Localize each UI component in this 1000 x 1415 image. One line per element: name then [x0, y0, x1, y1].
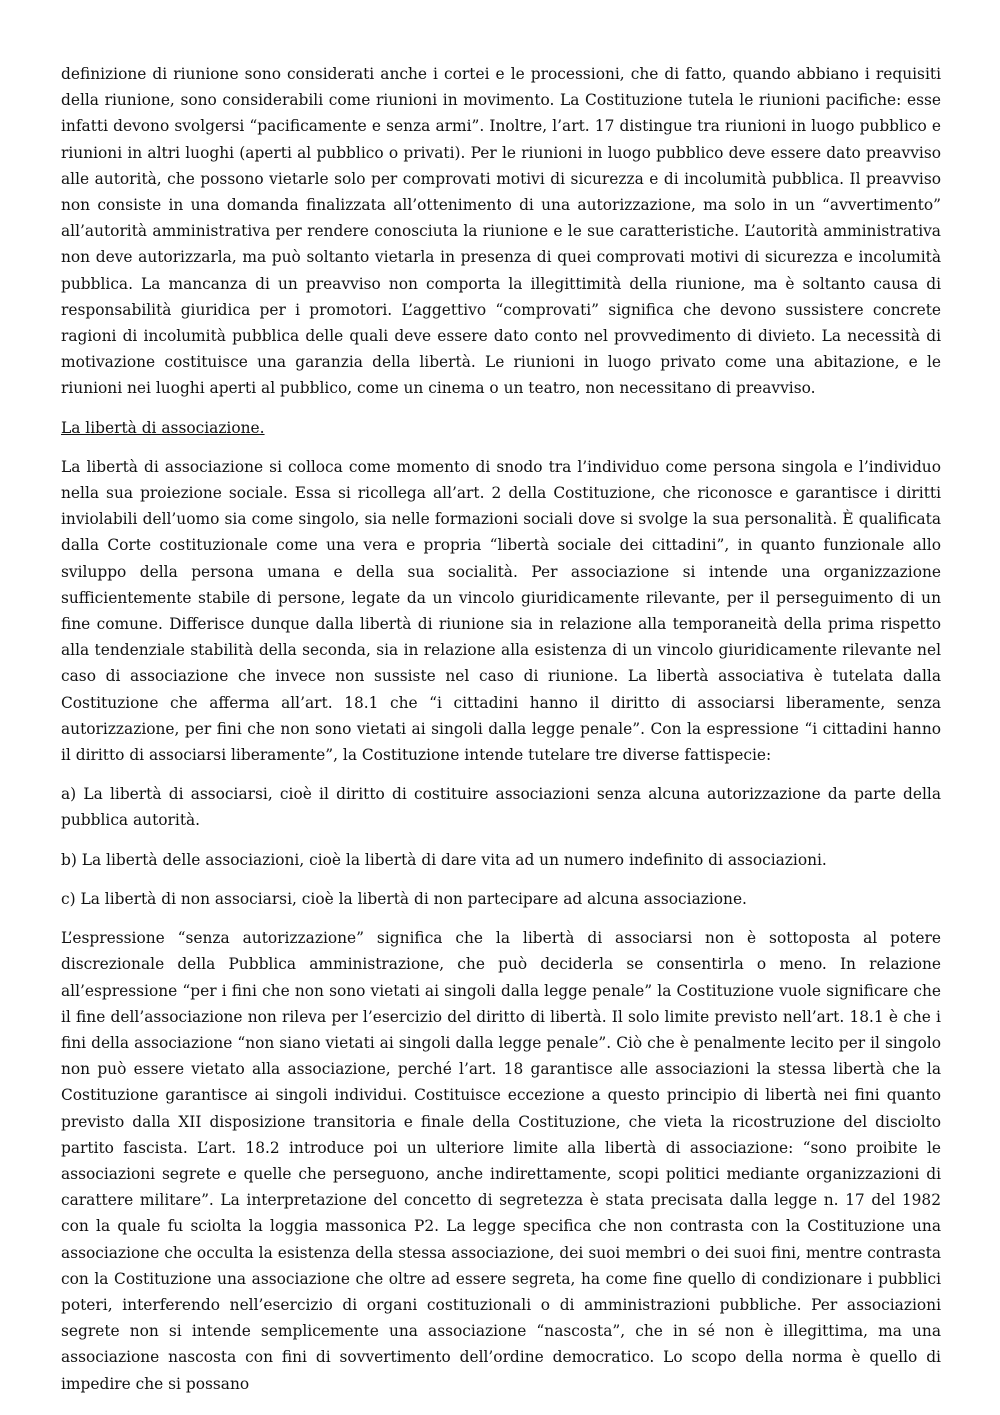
- list-item-c: c) La libertà di non associarsi, cioè la libertà di non partecipare ad alcuna associazione.: [61, 889, 747, 908]
- list-item-b: b) La libertà delle associazioni, cioè la libertà di dare vita ad un numero indefinito di associazioni.: [61, 850, 827, 869]
- section-heading: La libertà di associazione.: [61, 418, 265, 437]
- paragraph-senza-autorizzazione: L’espressione “senza autorizzazione” significa che la libertà di associarsi non è sottoposta al potere discrezionale della Pubblica amministrazione, che può deciderla se consentirla o meno. In relazione all’espressione “per i fini che non sono vietati ai singoli dalla legge penale” la Costituzione vuole significare che il fine dell’associazione non rileva per l’esercizio del diritto di libertà. Il solo limite previsto nell’art. 18.1 è che i fini della associazione “non siano vietati ai singoli dalla legge penale”. Ciò che è penalmente lecito per il singolo non può essere vietato alla associazione, perché l’art. 18 garantisce alle associazioni la stessa libertà che la Costituzione garantisce ai singoli individui. Costituisce eccezione a questo principio di libertà nei fini quanto previsto dalla XII disposizione transitoria e finale della Costituzione, che vieta la ricostruzione del disciolto partito fascista. L’art. 18.2 introduce poi un ulteriore limite alla libertà di associazione: “sono proibite le associazioni segrete e quelle che perseguono, anche indirettamente, scopi politici mediante organizzazioni di carattere militare”. La interpretazione del concetto di segretezza è stata precisata dalla legge n. 17 del 1982 con la quale fu sciolta la loggia massonica P2. La legge specifica che non contrasta con la Costituzione una associazione che occulta la esistenza della stessa associazione, dei suoi membri o dei suoi fini, mentre contrasta con la Costituzione una associazione che oltre ad essere segreta, ha come fine quello di condizionare i pubblici poteri, interferendo nell’esercizio di organi costituzionali o di amministrazioni pubbliche. Per associazioni segrete non si intende semplicemente una associazione “nascosta”, che in sé non è illegittima, ma una associazione nascosta con fini di sovvertimento dell’ordine democratico. Lo scopo della norma è quello di impedire che si possano: [61, 929, 941, 1393]
- paragraph-riunione-continuation: definizione di riunione sono considerati anche i cortei e le processioni, che di fatto, quando abbiano i requisiti della riunione, sono considerabili come riunioni in movimento. La Costituzione tutela le riunioni pacifiche: esse infatti devono svolgersi “pacificamente e senza armi”. Inoltre, l’art. 17 distingue tra riunioni in luogo pubblico e riunioni in altri luoghi (aperti al pubblico o privati). Per le riunioni in luogo pubblico deve essere dato preavviso alle autorità, che possono vietarle solo per comprovati motivi di sicurezza e di incolumità pubblica. Il preavviso non consiste in una domanda finalizzata all’ottenimento di una autorizzazione, ma solo in un “avvertimento” all’autorità amministrativa per rendere conosciuta la riunione e le sue caratteristiche. L’autorità amministrativa non deve autorizzarla, ma può soltanto vietarla in presenza di quei comprovati motivi di sicurezza e incolumità pubblica. La mancanza di un preavviso non comporta la illegittimità della riunione, ma è soltanto causa di responsabilità giuridica per i promotori. L’aggettivo “comprovati” significa che devono sussistere concrete ragioni di incolumità pubblica delle quali deve essere dato conto nel provvedimento di divieto. La necessità di motivazione costituisce una garanzia della libertà. Le riunioni in luogo privato come una abitazione, e le riunioni nei luoghi aperti al pubblico, come un cinema o un teatro, non necessitano di preavviso.: [61, 65, 941, 398]
- list-item-a: a) La libertà di associarsi, cioè il diritto di costituire associazioni senza alcuna autorizzazione da parte della pubblica autorità.: [61, 785, 941, 830]
- paragraph-associazione-intro: La libertà di associazione si colloca come momento di snodo tra l’individuo come persona singola e l’individuo nella sua proiezione sociale. Essa si ricollega all’art. 2 della Costituzione, che riconosce e garantisce i diritti inviolabili dell’uomo sia come singolo, sia nelle formazioni sociali dove si svolge la sua personalità. È qualificata dalla Corte costituzionale come una vera e propria “libertà sociale dei cittadini”, in quanto funzionale allo sviluppo della persona umana e della sua socialità. Per associazione si intende una organizzazione sufficientemente stabile di persone, legate da un vincolo giuridicamente rilevante, per il perseguimento di un fine comune. Differisce dunque dalla libertà di riunione sia in relazione alla temporaneità della prima rispetto alla tendenziale stabilità della seconda, sia in relazione alla esistenza di un vincolo giuridicamente rilevante nel caso di associazione che invece non sussiste nel caso di riunione. La libertà associativa è tutelata dalla Costituzione che afferma all’art. 18.1 che “i cittadini hanno il diritto di associarsi liberamente, senza autorizzazione, per fini che non sono vietati ai singoli dalla legge penale”. Con la espressione “i cittadini hanno il diritto di associarsi liberamente”, la Costituzione intende tutelare tre diverse fattispecie:: [61, 457, 941, 765]
- document-page: [61, 61, 941, 1410]
